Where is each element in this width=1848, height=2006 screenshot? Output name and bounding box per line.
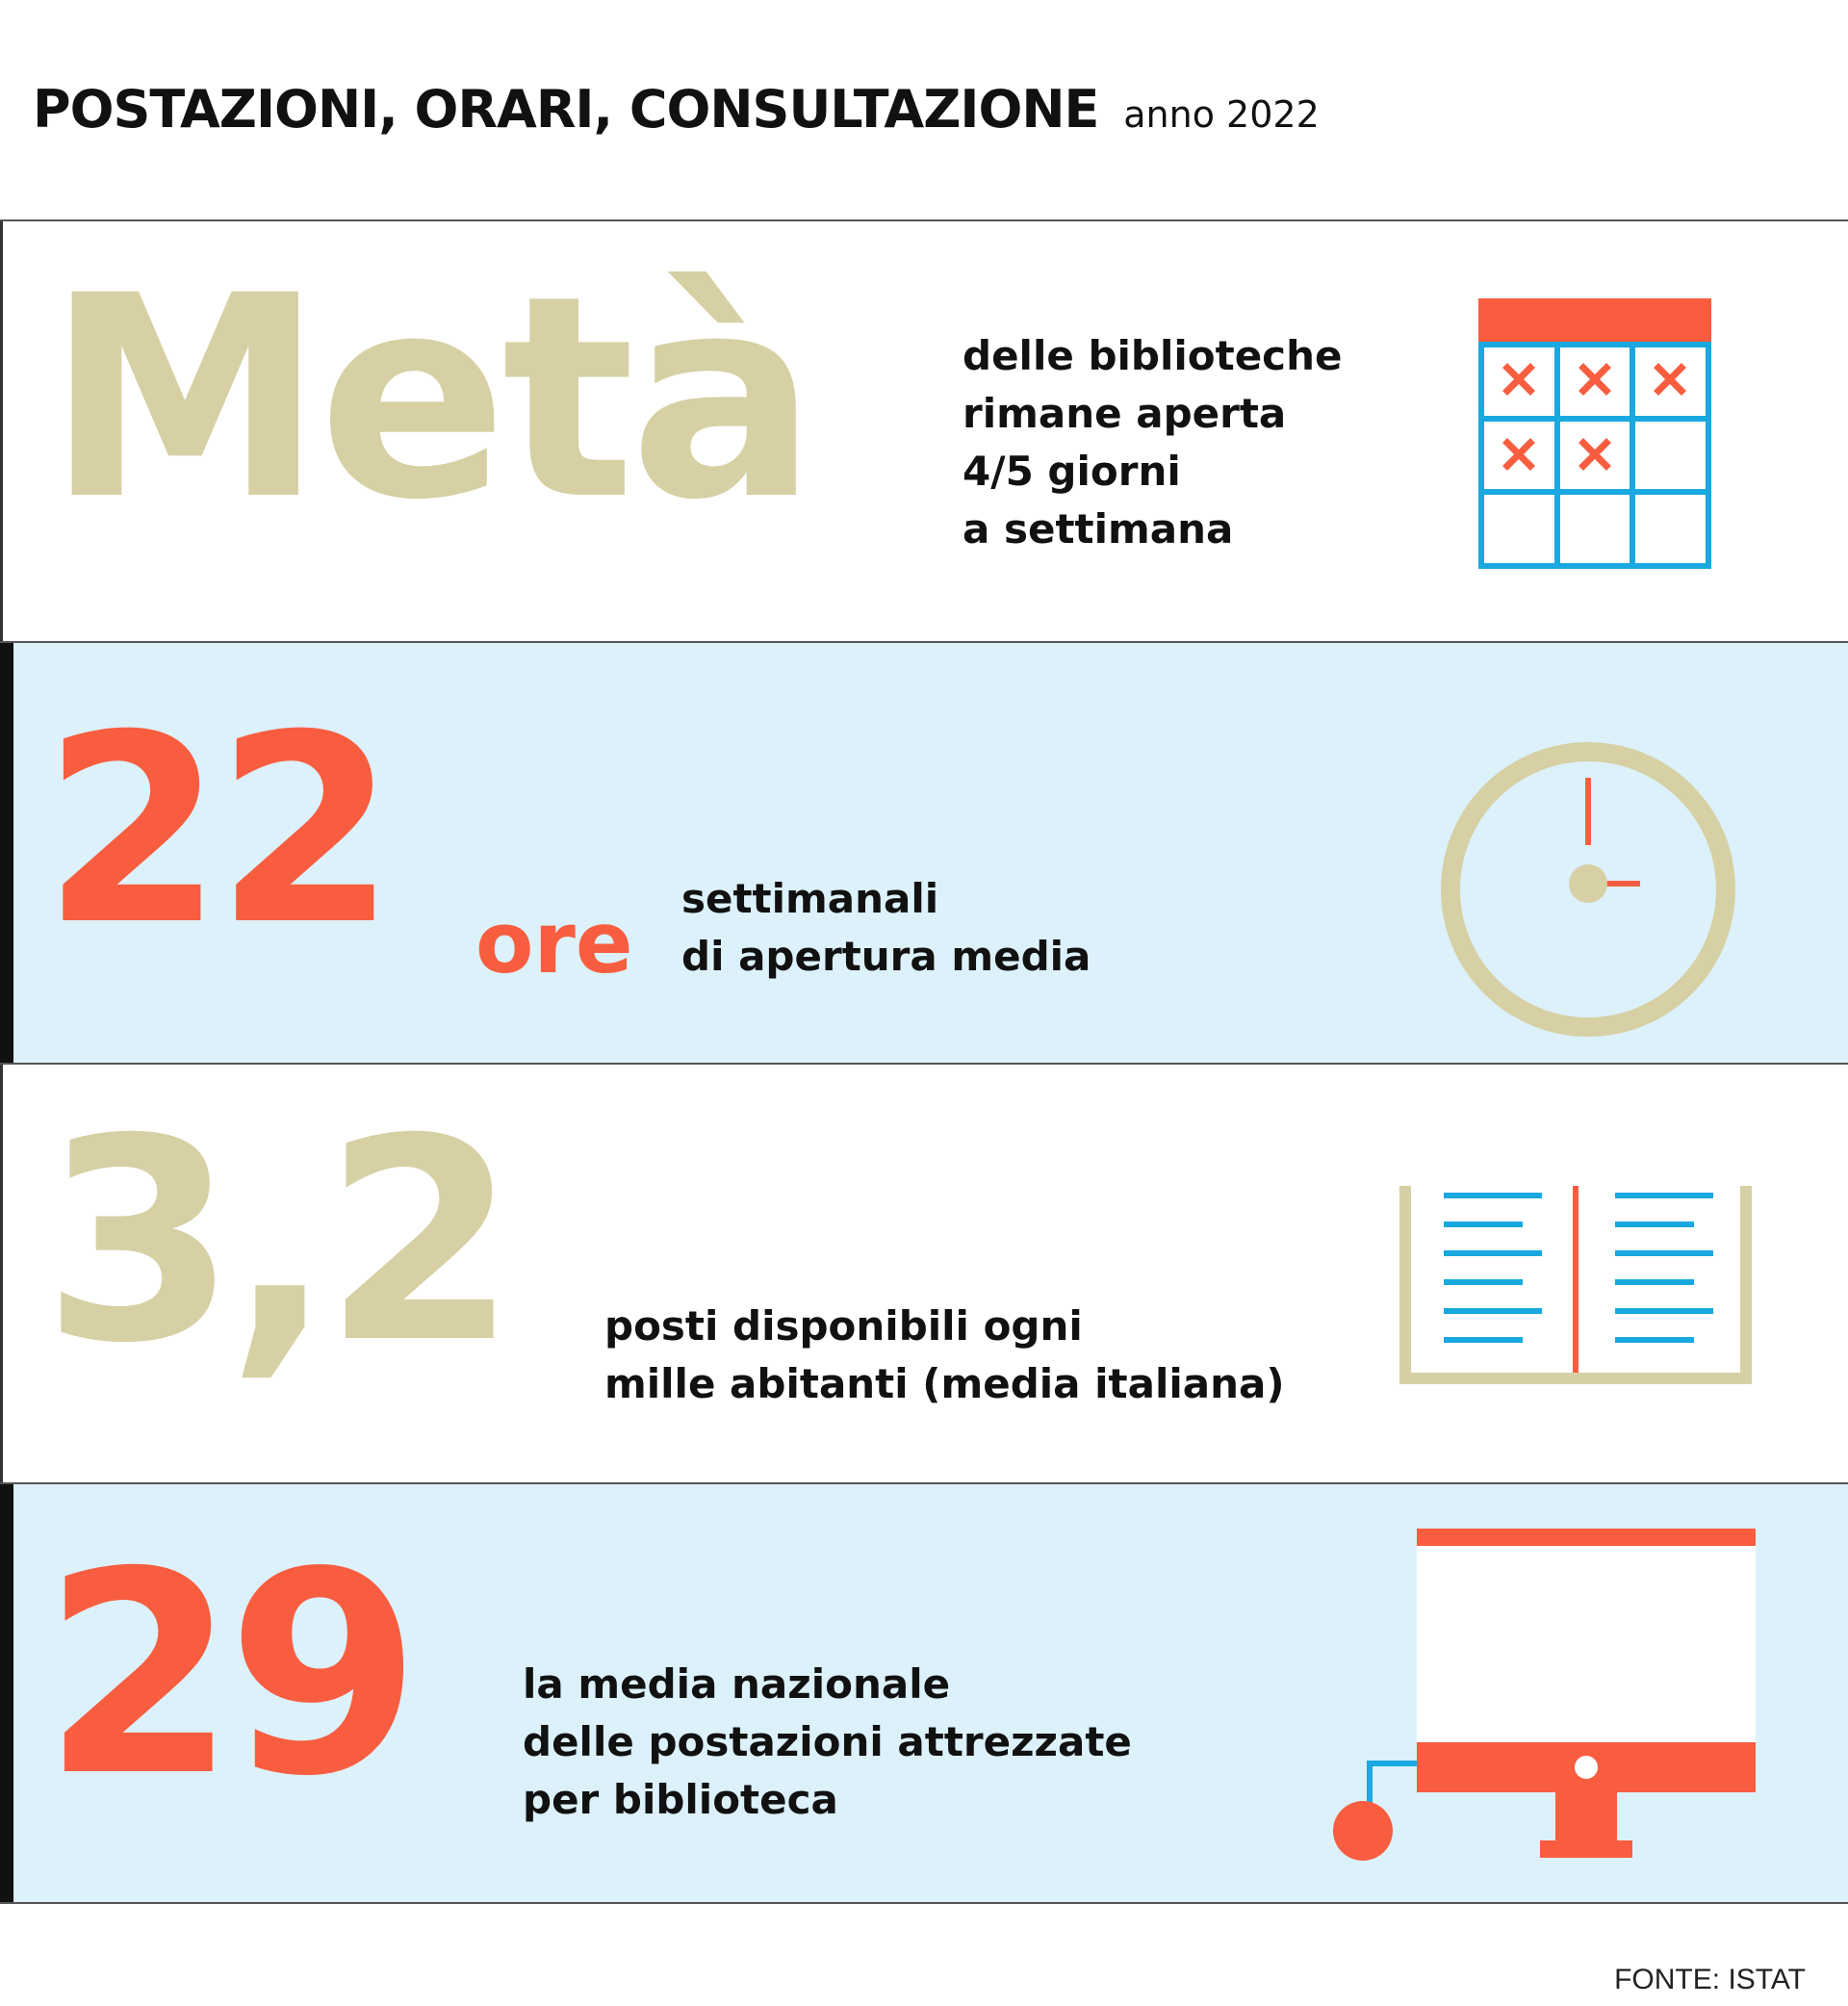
description-line: 4/5 giorni [962,448,1181,495]
stat-section-workstations [0,1482,1848,1904]
calendar-icon [1476,298,1717,572]
stat-description [681,870,1091,986]
section-left-bar [0,643,13,1063]
source-note: FONTE: ISTAT [1614,1964,1806,1995]
clock-icon [1438,739,1738,1040]
description-line: la media nazionale [523,1660,951,1708]
description-line: delle biblioteche [962,332,1343,379]
description-line: delle postazioni attrezzate [523,1718,1132,1765]
stat-description [962,327,1342,558]
stat-value: 3,2 [42,1080,508,1404]
open-book-icon [1399,1186,1752,1390]
section-left-bar [0,221,3,641]
title-year: anno 2022 [1123,93,1320,136]
stat-section-hours [0,641,1848,1063]
description-line: mille abitanti (media italiana) [604,1360,1285,1407]
title-text: POSTAZIONI, ORARI, CONSULTAZIONE [33,79,1099,140]
stat-section-meta [0,219,1848,641]
stat-section-seats [0,1063,1848,1482]
description-line: per biblioteca [523,1776,838,1823]
stat-value: 22 [42,679,389,982]
computer-icon [1328,1529,1759,1865]
stat-description [523,1656,1132,1829]
description-line: settimanali [681,875,939,922]
stat-value: 29 [42,1513,412,1838]
section-left-bar [0,1065,3,1482]
stat-value: Metà [46,237,812,561]
description-line: a settimana [962,505,1234,553]
page-title [33,79,1320,140]
description-line: posti disponibili ogni [604,1302,1083,1350]
description-line: rimane aperta [962,390,1287,437]
section-left-bar [0,1484,13,1902]
description-line: di apertura media [681,933,1091,980]
stat-unit: ore [475,893,633,992]
stat-description [604,1298,1285,1413]
